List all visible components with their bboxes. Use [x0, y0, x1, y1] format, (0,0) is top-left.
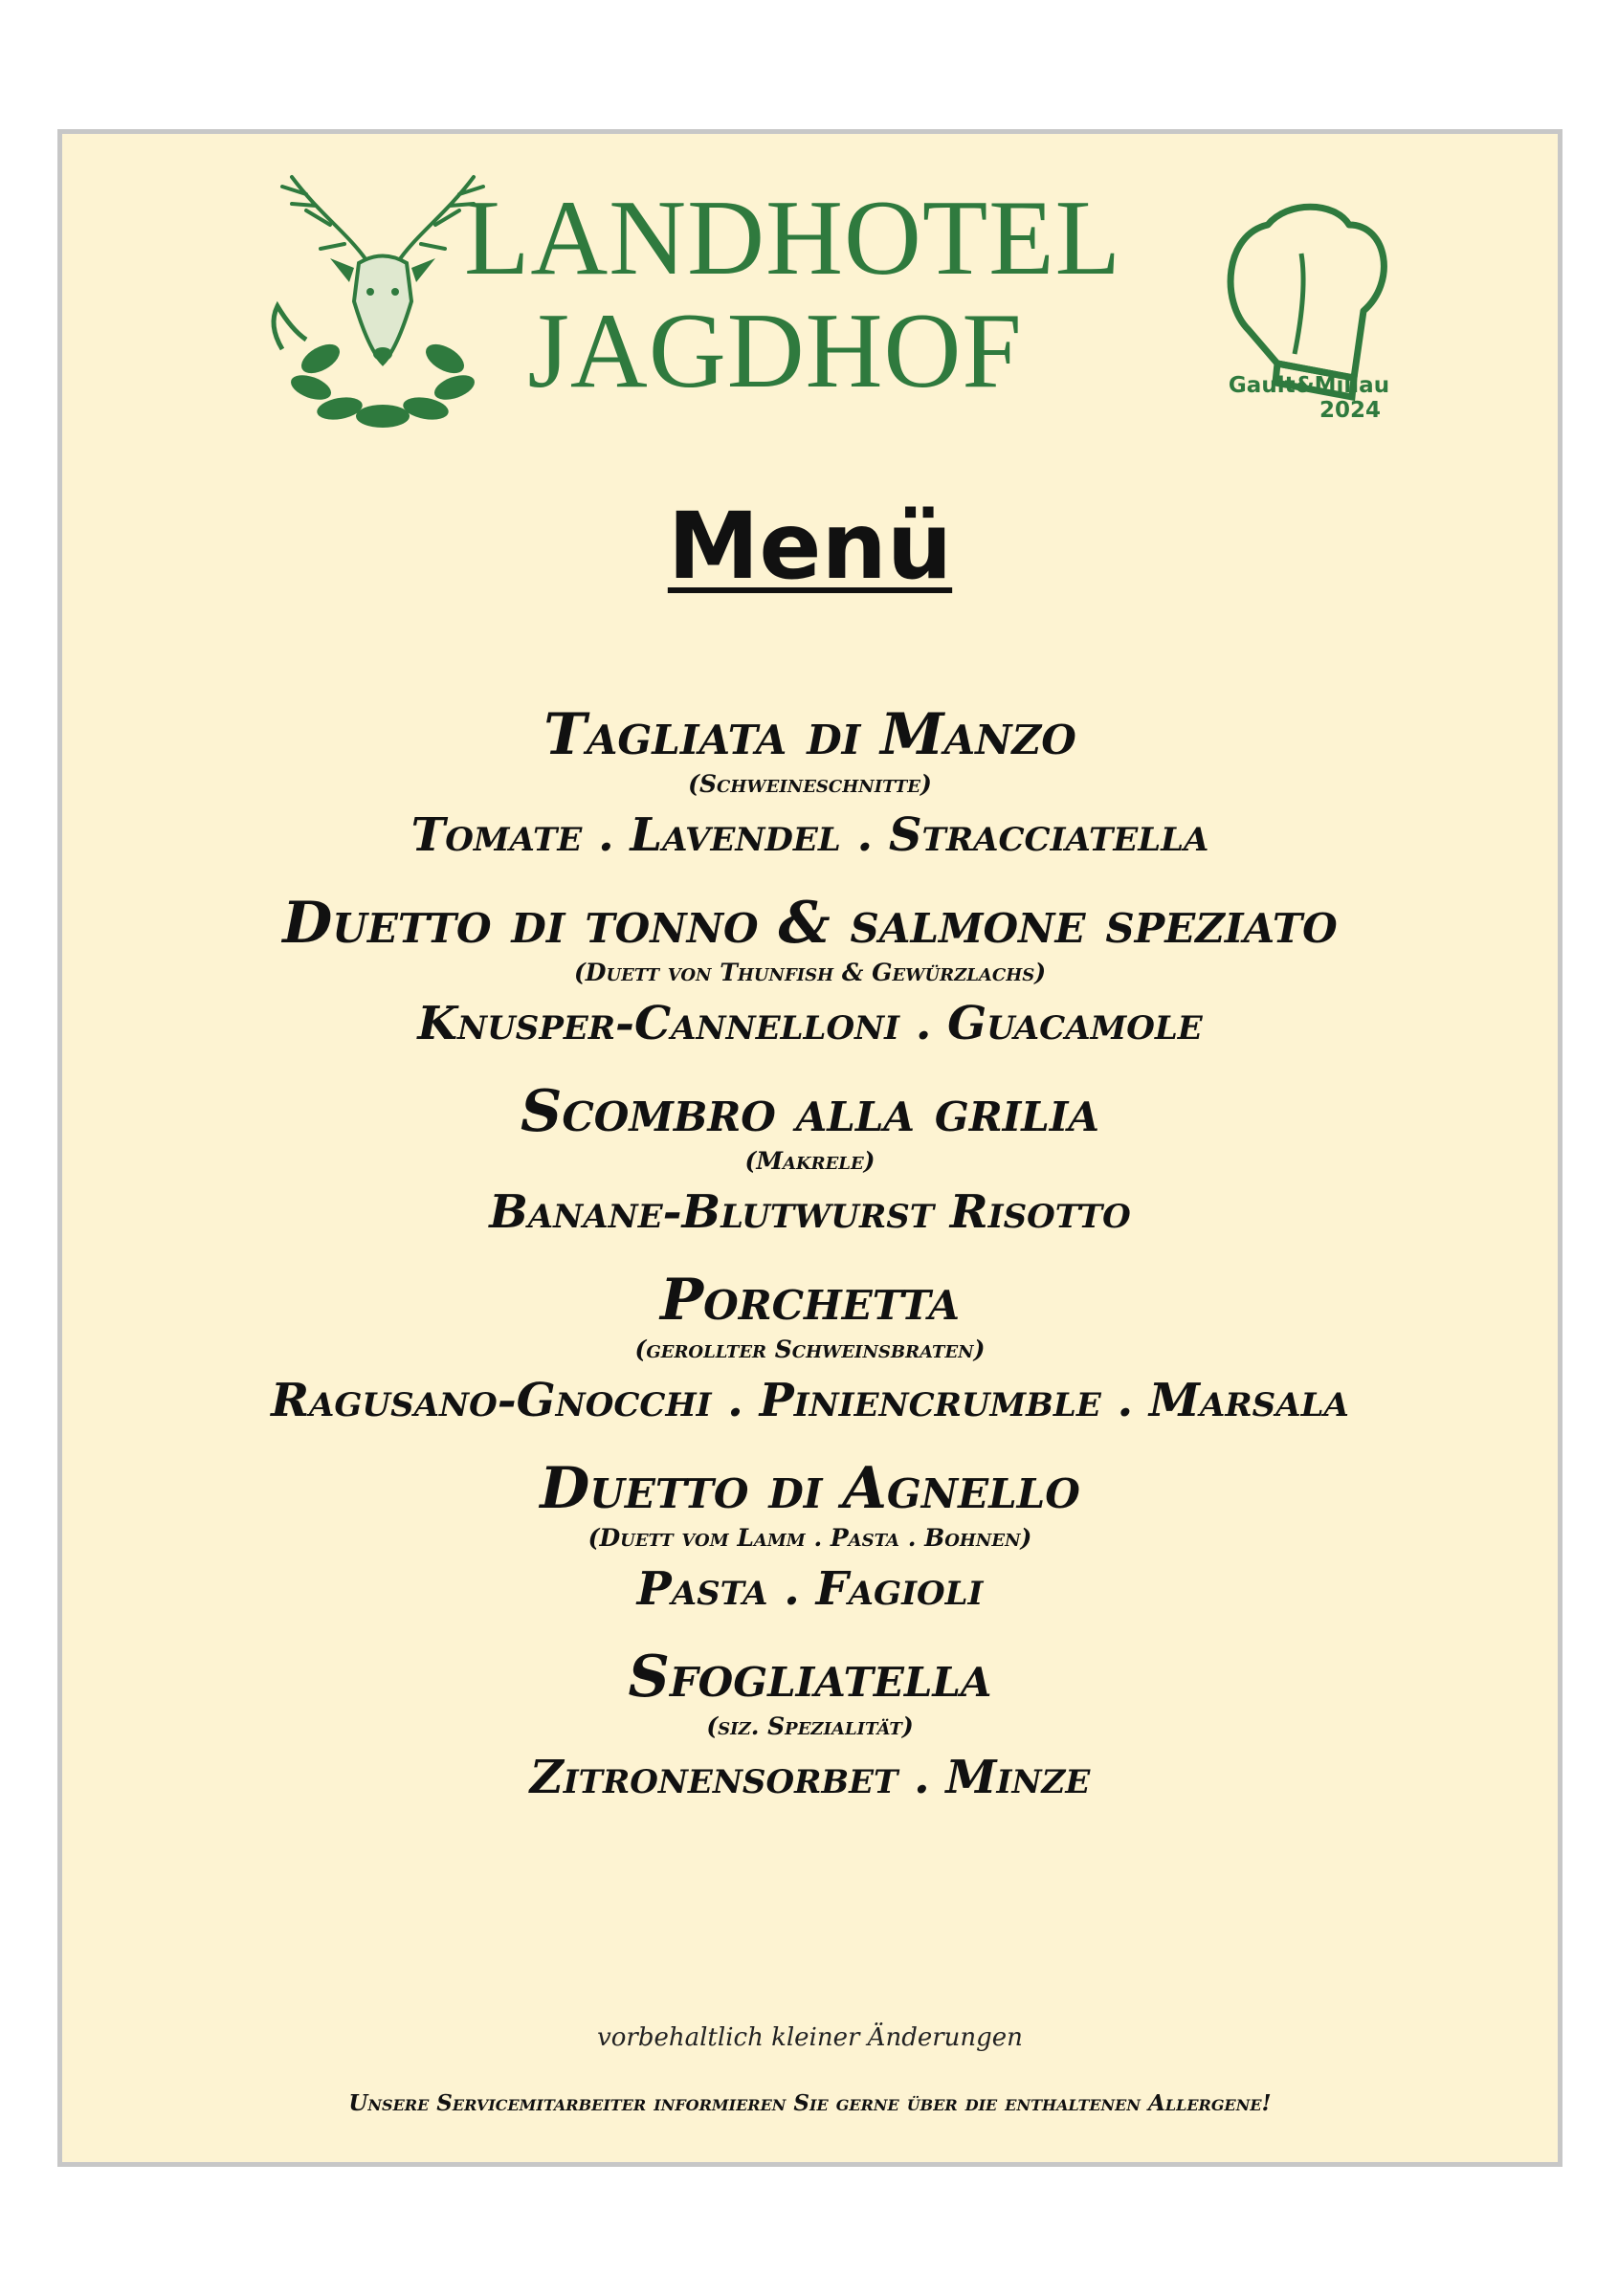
course-sides: Knusper-Cannelloni . Guacamole: [417, 997, 1203, 1050]
course-translation: (siz. Spezialität): [706, 1712, 914, 1740]
disclaimer: vorbehaltlich kleiner Änderungen: [597, 2023, 1023, 2052]
course-translation: (gerollter Schweinsbraten): [634, 1336, 986, 1363]
page-title: Menü: [667, 493, 953, 600]
course-name: Sfogliatella: [628, 1644, 992, 1711]
course-item: [62, 703, 1558, 862]
course-sides: Pasta . Fagioli: [636, 1562, 984, 1616]
course-translation: (Duett vom Lamm . Pasta . Bohnen): [587, 1524, 1032, 1552]
course-name: Duetto di Agnello: [540, 1455, 1080, 1522]
hotel-name-line2: JAGDHOF: [527, 292, 1023, 410]
course-list: [62, 703, 1558, 1834]
course-name: Scombro alla grilia: [520, 1078, 1100, 1145]
course-item: [62, 1645, 1558, 1804]
course-sides: Ragusano-Gnocchi . Piniencrumble . Marsala: [271, 1374, 1349, 1427]
gault-millau-badge: [1218, 373, 1400, 423]
course-item: [62, 1080, 1558, 1239]
course-translation: (Schweineschnitte): [688, 770, 932, 798]
hotel-name-line1: LANDHOTEL: [464, 179, 1122, 298]
course-name: Tagliata di Manzo: [543, 701, 1076, 768]
course-item: [62, 892, 1558, 1050]
course-translation: (Duett von Thunfish & Gewürzlachs): [573, 959, 1047, 986]
course-name: Porchetta: [659, 1267, 961, 1334]
badge-year: 2024: [1319, 398, 1381, 423]
allergen-notice: Unsere Servicemitarbeiter informieren Sie gerne über die enthaltenen Allergene!: [348, 2090, 1272, 2116]
menu-card: [57, 129, 1563, 2167]
course-item: [62, 1457, 1558, 1616]
header: [62, 134, 1558, 478]
hotel-name: [464, 179, 1122, 410]
course-item: [62, 1269, 1558, 1427]
course-sides: Banane-Blutwurst Risotto: [489, 1185, 1131, 1239]
course-translation: (Makrele): [744, 1147, 875, 1175]
badge-brand: Gault&Millau: [1228, 373, 1390, 398]
course-sides: Tomate . Lavendel . Stracciatella: [410, 808, 1209, 862]
course-sides: Zitronensorbet . Minze: [529, 1751, 1091, 1804]
course-name: Duetto di tonno & salmone speziato: [282, 890, 1338, 957]
